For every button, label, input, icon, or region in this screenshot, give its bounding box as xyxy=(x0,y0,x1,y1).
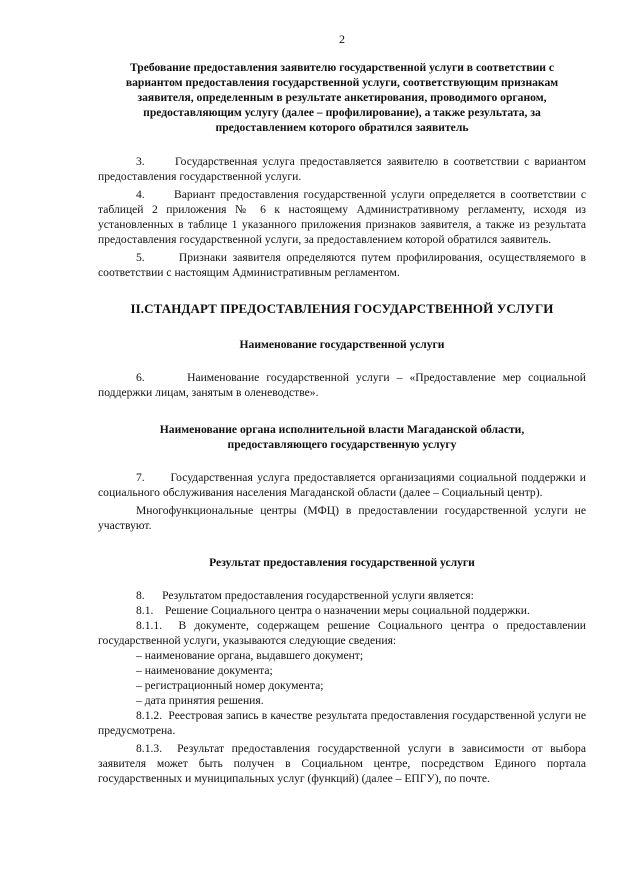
paragraph-8: 8. Результатом предоставления государственной услуги является: xyxy=(136,589,474,602)
heading-line: предоставляющего государственную услугу xyxy=(227,438,457,451)
list-item: – дата принятия решения. xyxy=(136,694,264,707)
paragraph-mfc: Многофункциональные центры (МФЦ) в предоставлении государственной услуги не участвуют. xyxy=(98,504,586,532)
heading-line: предоставлением которого обратился заявитель xyxy=(215,121,469,134)
heading-line: Наименование органа исполнительной власти Магаданской области, xyxy=(159,423,525,436)
subsection-title-result: Результат предоставления государственной услуги xyxy=(209,556,475,569)
heading-line: вариантом предоставления государственной услуги, соответствующим признакам xyxy=(125,76,559,89)
paragraph-3: 3. Государственная услуга предоставляется заявителю в соответствии с вариантом предоставления государственной услуги. xyxy=(98,155,586,183)
details-list xyxy=(98,648,586,708)
paragraph-5: 5. Признаки заявителя определяются путем профилирования, осуществляемого в соответствии с настоящим Административным регламентом. xyxy=(98,251,586,279)
heading-line: предоставляющим услугу (далее – профилирование), а также результата, за xyxy=(143,106,541,119)
subsection-title-service-name: Наименование государственной услуги xyxy=(239,338,445,351)
list-item: – регистрационный номер документа; xyxy=(136,679,324,692)
heading-line: Требование предоставления заявителю государственной услуги в соответствии с xyxy=(130,61,554,74)
heading-line: заявителя, определенным в результате анкетирования, проводимого органом, xyxy=(137,91,547,104)
paragraph-4: 4. Вариант предоставления государственной услуги определяется в соответствии с таблицей 2 приложения № 6 к настоящему Административному регламенту, исходя из установленных в таблице 1 указанного приложения признаков заявителя, а также из результата предоставления государственной услуги, за предоставлением которой обратился заявитель. xyxy=(98,188,586,246)
section-2-title: II.СТАНДАРТ ПРЕДОСТАВЛЕНИЯ ГОСУДАРСТВЕННОЙ УСЛУГИ xyxy=(130,301,554,316)
section-1-heading xyxy=(98,60,586,135)
paragraph-6: 6. Наименование государственной услуги – «Предоставление мер социальной поддержки лицам, занятым в оленеводстве». xyxy=(98,371,586,399)
list-item: – наименование органа, выдавшего документ; xyxy=(136,649,364,662)
page-number: 2 xyxy=(339,32,345,46)
paragraph-7: 7. Государственная услуга предоставляется организациями социальной поддержки и социального обслуживания населения Магаданской области (далее – Социальный центр). xyxy=(98,471,586,499)
subsection-title-authority xyxy=(98,422,586,452)
paragraph-8-1-3: 8.1.3. Результат предоставления государственной услуги в зависимости от выбора заявителя может быть получен в Социальном центре, посредством Единого портала государственных и муниципальных услуг (функций) (далее – ЕПГУ), по почте. xyxy=(98,742,586,785)
document-page xyxy=(98,0,586,786)
paragraph-8-1: 8.1. Решение Социального центра о назначении меры социальной поддержки. xyxy=(136,604,530,617)
list-item: – наименование документа; xyxy=(136,664,273,677)
paragraph-8-1-1: 8.1.1. В документе, содержащем решение Социального центра о предоставлении государственной услуги, указываются следующие сведения: xyxy=(98,619,586,647)
paragraph-8-1-2: 8.1.2. Реестровая запись в качестве результата предоставления государственной услуги не предусмотрена. xyxy=(98,709,586,737)
